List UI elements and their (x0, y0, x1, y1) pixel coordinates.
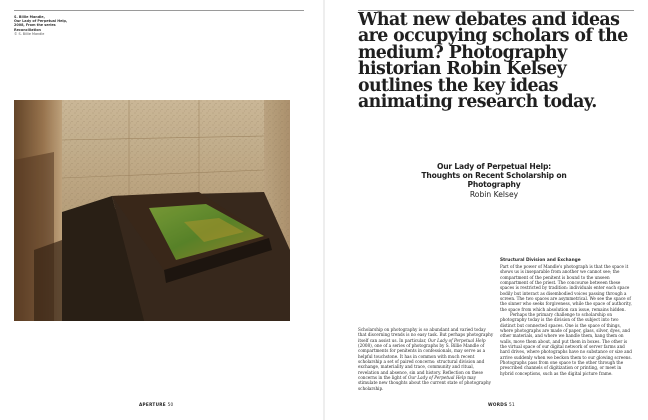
folio-right-section: WORDS (488, 402, 508, 407)
article-title-block (418, 162, 570, 199)
photo-caption (14, 15, 74, 36)
top-rule-left (14, 10, 304, 11)
caption-title: S. Billie Mandle, (14, 15, 45, 19)
caption-credit: © S. Billie Mandle (14, 31, 45, 36)
body-column-right (500, 258, 634, 376)
article-title: Our Lady of Perpetual Help: Thoughts on Recent Scholarship on Photography (421, 162, 567, 190)
artwork-title: Our Lady of Perpetual Help (408, 375, 466, 381)
body-text: Scholarship on photography is so abundant and varied today that discerning trends is no easy task. But perhaps photography itself can assist us. In particular, (358, 327, 494, 343)
folio-left-page: 50 (167, 402, 174, 407)
page-gutter (323, 0, 325, 420)
folio-right-page: 51 (509, 402, 515, 407)
confessional-photograph (14, 100, 290, 321)
article-author: Robin Kelsey (469, 189, 519, 199)
artwork-title: Our Lady of Perpetual Help (427, 337, 486, 343)
section-subhead: Structural Division and Exchange (500, 258, 581, 263)
folio-right (488, 402, 515, 407)
body-column-left (358, 327, 494, 391)
folio-left-section: APERTURE (139, 402, 166, 407)
folio-left (139, 402, 174, 407)
body-paragraph: Perhaps the primary challenge to scholarship on photography today is the division of the subject into two distinct but connected spaces. One is the space of things, where photographs are made of paper, glass, silver, dyes, and other materials, and where we handle them, hang them on walls, move them about, and put them in boxes. The other is the virtual space of our digital network of server farms and hard drives, where photographs have no substance or size and arrive suddenly when we beckon them to our glowing screens. Photographs pass from one space to the other through the prescribed channels of digitization or printing, or meet in hybrid conceptions, such as the digital picture frame. (500, 311, 632, 376)
body-text: may stimulate new thoughts about the current state of photography scholarship. (358, 375, 491, 391)
body-paragraph (358, 327, 494, 391)
headline: What new debates and ideas are occupying scholars of the medium? Photography historian Robin Kelsey outlines the key ideas animating research today. (358, 10, 628, 113)
body-text: (2008), one of a series of photographs by S. Billie Mandle of compartments for penitents in confessionals, may serve as a helpful touchstone. It has in common with much recent scholarship a set of paired concerns: structural division and exchange, materiality and trace, community and ritual, revelation and absence, sin and history. Reflection on these concerns in the light of (358, 343, 486, 381)
body-paragraph: Part of the power of Mandle's photograph is that the space it shows us is inseparable from another we cannot see; the compartment of the penitent is bound to the unseen compartment of the priest. The concourse between these spaces is restricted by tradition: individuals enter each space bodily but interact as disembodied voices passing through a screen. The two spaces are asymmetrical. We see the space of the sinner who seeks forgiveness, while the space of authority, the space from which absolution can issue, remains hidden. (500, 263, 632, 312)
caption-subtitle: Our Lady of Perpetual Help, 2008, From the series Reconciliation (14, 19, 68, 32)
